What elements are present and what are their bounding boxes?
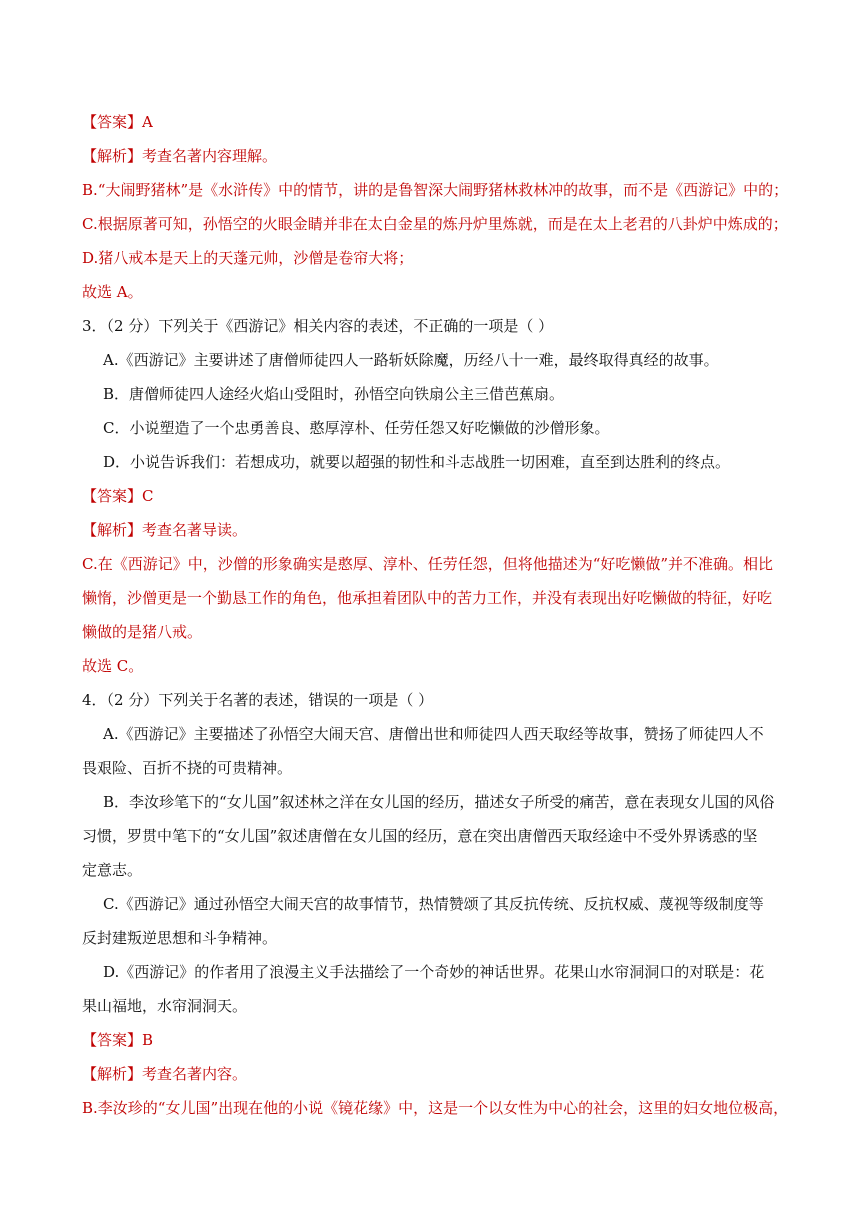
analysis-label: 【解析】考查名著内容。 <box>82 1065 248 1083</box>
answer-label: 【答案】C <box>82 487 154 505</box>
option-a: A.《西游记》主要描述了孙悟空大闹天宫、唐僧出世和师徒四人西天取经等故事，赞扬了师徒四人不 <box>103 725 764 743</box>
analysis-line: D.猪八戒本是天上的天蓬元帅，沙僧是卷帘大将； <box>82 249 414 267</box>
conclusion: 故选 A。 <box>82 283 143 301</box>
analysis-line: 懒惰，沙僧更是一个勤恳工作的角色，他承担着团队中的苦力工作，并没有表现出好吃懒做的特征，好吃 <box>82 589 773 607</box>
option-d-continued: 果山福地，水帘洞洞天。 <box>82 997 248 1015</box>
analysis-label: 【解析】考查名著导读。 <box>82 521 248 539</box>
option-c: C．小说塑造了一个忠勇善良、憨厚淳朴、任劳任怨又好吃懒做的沙僧形象。 <box>103 419 610 437</box>
answer-label: 【答案】B <box>82 1031 154 1049</box>
option-c-continued: 反封建叛逆思想和斗争精神。 <box>82 929 278 947</box>
option-a: A.《西游记》主要讲述了唐僧师徒四人一路斩妖除魔，历经八十一难，最终取得真经的故事。 <box>103 351 719 369</box>
option-b-continued: 习惯，罗贯中笔下的“女儿国”叙述唐僧在女儿国的经历，意在突出唐僧西天取经途中不受外界诱惑的坚 <box>82 827 758 845</box>
analysis-line: B.“大闹野猪林”是《水浒传》中的情节，讲的是鲁智深大闹野猪林救林冲的故事，而不是《西游记》中的； <box>82 181 789 199</box>
conclusion: 故选 C。 <box>82 657 144 675</box>
option-d: D．小说告诉我们：若想成功，就要以超强的韧性和斗志战胜一切困难，直至到达胜利的终点。 <box>103 453 731 471</box>
option-c: C.《西游记》通过孙悟空大闹天宫的故事情节，热情赞颂了其反抗传统、反抗权威、蔑视等级制度等 <box>103 895 764 913</box>
option-d: D.《西游记》的作者用了浪漫主义手法描绘了一个奇妙的神话世界。花果山水帘洞洞口的对联是：花 <box>103 963 765 981</box>
analysis-line: 懒做的是猪八戒。 <box>82 623 203 641</box>
question-stem: 4．（2 分）下列关于名著的表述，错误的一项是（ ） <box>82 691 434 709</box>
answer-label: 【答案】A <box>82 113 153 131</box>
analysis-line: C.根据原著可知，孙悟空的火眼金睛并非在太白金星的炼丹炉里炼就，而是在太上老君的八卦炉中炼成的； <box>82 215 788 233</box>
analysis-line: C.在《西游记》中，沙僧的形象确实是憨厚、淳朴、任劳任怨，但将他描述为“好吃懒做”并不准确。相比 <box>82 555 774 573</box>
question-stem: 3．（2 分）下列关于《西游记》相关内容的表述，不正确的一项是（ ） <box>82 317 554 335</box>
option-b: B．李汝珍笔下的“女儿国”叙述林之洋在女儿国的经历，描述女子所受的痛苦，意在表现女儿国的风俗 <box>103 793 775 811</box>
option-a-continued: 畏艰险、百折不挠的可贵精神。 <box>82 759 293 777</box>
option-b-continued: 定意志。 <box>82 861 143 879</box>
analysis-line: B.李汝珍的“女儿国”出现在他的小说《镜花缘》中，这是一个以女性为中心的社会，这里的妇女地位极高， <box>82 1099 789 1117</box>
option-b: B．唐僧师徒四人途经火焰山受阻时，孙悟空向铁扇公主三借芭蕉扇。 <box>103 385 565 403</box>
analysis-label: 【解析】考查名著内容理解。 <box>82 147 278 165</box>
